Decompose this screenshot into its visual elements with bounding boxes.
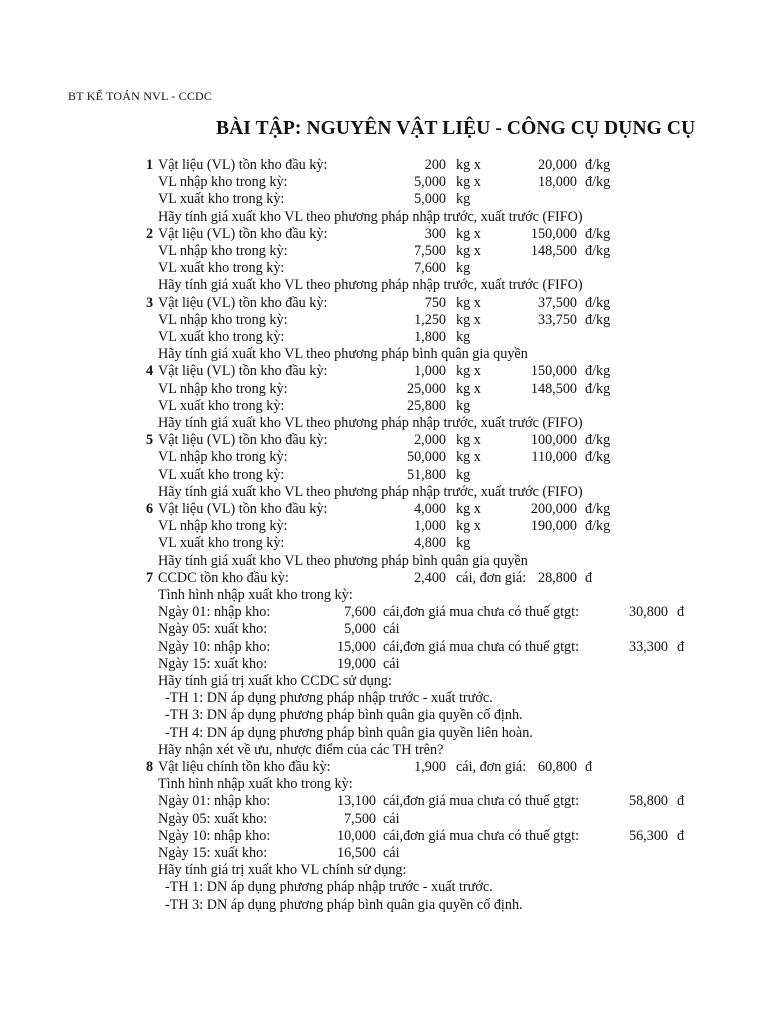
- exercise-line: [0, 862, 768, 879]
- exercise-line: [0, 707, 768, 724]
- exercise-line: [0, 209, 768, 226]
- price-value: 18,000: [537, 174, 577, 191]
- exercise-line: [0, 828, 768, 845]
- price-value: 148,500: [530, 380, 577, 397]
- price-value: 20,000: [537, 157, 577, 173]
- unit-text: cái,đơn giá mua chưa có thuế gtgt:: [383, 604, 580, 621]
- line-text: Ngày 10: nhập kho:: [158, 827, 271, 844]
- currency-unit: đ/kg: [585, 174, 611, 191]
- exercise-line: [0, 639, 768, 656]
- line-text: Ngày 01: nhập kho:: [158, 793, 271, 810]
- line-text: Vật liệu (VL) tồn kho đầu kỳ:: [158, 157, 328, 173]
- line-text: VL nhập kho trong kỳ:: [158, 243, 288, 259]
- quantity-value: 7,500: [344, 810, 376, 827]
- exercise-line: [0, 604, 768, 621]
- price-value: 37,500: [537, 294, 577, 311]
- unit-text: kg x: [456, 311, 481, 328]
- line-text: Tình hình nhập xuất kho trong kỳ:: [158, 587, 353, 603]
- price-value: 190,000: [530, 518, 577, 535]
- line-text: Ngày 05: xuất kho:: [158, 621, 268, 638]
- exercise-number: 2: [146, 225, 154, 242]
- exercise-line: [0, 260, 768, 277]
- exercise-line: [0, 191, 768, 208]
- price-value: 100,000: [530, 432, 577, 449]
- currency-unit: đ: [585, 569, 593, 586]
- price-value: 33,750: [537, 311, 577, 328]
- document-title: BÀI TẬP: NGUYÊN VẬT LIỆU - CÔNG CỤ DỤNG CỤ: [216, 118, 696, 139]
- exercise-number: 3: [146, 294, 154, 311]
- line-text: Vật liệu (VL) tồn kho đầu kỳ:: [158, 363, 328, 380]
- unit-text: cái,đơn giá mua chưa có thuế gtgt:: [383, 793, 580, 810]
- quantity-value: 16,500: [336, 845, 376, 861]
- line-text: Hãy tính giá trị xuất kho VL chính sử dụng:: [158, 862, 407, 879]
- line-text: Ngày 10: nhập kho:: [158, 638, 271, 655]
- quantity-value: 1,800: [414, 329, 446, 345]
- price-value: 150,000: [530, 363, 577, 380]
- line-text: Ngày 01: nhập kho:: [158, 604, 271, 621]
- unit-text: kg: [456, 260, 471, 277]
- exercise-line: [0, 501, 768, 518]
- exercise-line: [0, 621, 768, 638]
- currency-unit: đ/kg: [585, 380, 611, 397]
- line-text: -TH 4: DN áp dụng phương pháp bình quân gia quyền liên hoàn.: [165, 724, 533, 741]
- unit-text: kg x: [456, 449, 481, 466]
- quantity-value: 200: [424, 157, 446, 173]
- price-value: 30,800: [628, 604, 668, 621]
- exercise-line: [0, 432, 768, 449]
- quantity-value: 7,600: [344, 604, 376, 621]
- unit-text: kg x: [456, 501, 481, 517]
- quantity-value: 19,000: [336, 655, 376, 672]
- line-text: Vật liệu (VL) tồn kho đầu kỳ:: [158, 432, 328, 449]
- line-text: CCDC tồn kho đầu kỳ:: [158, 569, 289, 586]
- unit-text: kg: [456, 329, 471, 345]
- unit-text: kg x: [456, 432, 481, 449]
- quantity-value: 1,000: [414, 363, 446, 380]
- quantity-value: 25,800: [406, 397, 446, 414]
- currency-unit: đ/kg: [585, 157, 611, 173]
- exercise-line: [0, 570, 768, 587]
- unit-text: cái, đơn giá:: [456, 569, 527, 586]
- line-text: VL nhập kho trong kỳ:: [158, 449, 288, 466]
- quantity-value: 15,000: [336, 638, 376, 655]
- quantity-value: 7,500: [414, 243, 446, 259]
- exercise-line: [0, 518, 768, 535]
- unit-text: cái,đơn giá mua chưa có thuế gtgt:: [383, 638, 580, 655]
- exercise-line: [0, 329, 768, 346]
- exercise-line: [0, 742, 768, 759]
- line-text: Hãy tính giá xuất kho VL theo phương pháp nhập trước, xuất trước (FIFO): [158, 208, 583, 225]
- quantity-value: 750: [424, 294, 446, 311]
- line-text: Hãy tính giá xuất kho VL theo phương pháp nhập trước, xuất trước (FIFO): [158, 277, 583, 294]
- quantity-value: 25,000: [406, 380, 446, 397]
- exercise-line: [0, 535, 768, 552]
- unit-text: kg: [456, 535, 471, 552]
- exercise-line: [0, 484, 768, 501]
- quantity-value: 1,000: [414, 518, 446, 535]
- exercise-number: 1: [146, 157, 154, 173]
- line-text: VL xuất kho trong kỳ:: [158, 260, 285, 277]
- unit-text: kg x: [456, 157, 481, 173]
- line-text: Ngày 15: xuất kho:: [158, 845, 268, 861]
- unit-text: kg x: [456, 380, 481, 397]
- line-text: VL nhập kho trong kỳ:: [158, 518, 288, 535]
- line-text: VL xuất kho trong kỳ:: [158, 535, 285, 552]
- line-text: -TH 3: DN áp dụng phương pháp bình quân gia quyền cố định.: [165, 896, 523, 913]
- price-value: 33,300: [628, 638, 668, 655]
- currency-unit: đ/kg: [585, 449, 611, 466]
- unit-text: kg: [456, 191, 471, 208]
- currency-unit: đ/kg: [585, 243, 611, 259]
- line-text: -TH 1: DN áp dụng phương pháp nhập trước - xuất trước.: [165, 879, 493, 896]
- quantity-value: 51,800: [406, 466, 446, 483]
- exercise-line: [0, 312, 768, 329]
- exercise-line: [0, 587, 768, 604]
- line-text: Vật liệu (VL) tồn kho đầu kỳ:: [158, 225, 328, 242]
- exercise-number: 4: [146, 363, 154, 380]
- unit-text: kg: [456, 466, 471, 483]
- exercise-line: [0, 553, 768, 570]
- price-value: 148,500: [530, 243, 577, 259]
- unit-text: cái: [383, 810, 400, 827]
- currency-unit: đ/kg: [585, 363, 611, 380]
- exercise-number: 5: [146, 432, 154, 449]
- line-text: Hãy tính giá xuất kho VL theo phương pháp nhập trước, xuất trước (FIFO): [158, 415, 583, 431]
- currency-unit: đ/kg: [585, 294, 611, 311]
- currency-unit: đ/kg: [585, 501, 611, 517]
- line-text: Ngày 05: xuất kho:: [158, 810, 268, 827]
- quantity-value: 4,000: [414, 501, 446, 517]
- exercise-line: [0, 174, 768, 191]
- quantity-value: 7,600: [414, 260, 446, 277]
- line-text: VL nhập kho trong kỳ:: [158, 311, 288, 328]
- exercise-line: [0, 793, 768, 810]
- line-text: Vật liệu (VL) tồn kho đầu kỳ:: [158, 294, 328, 311]
- line-text: VL xuất kho trong kỳ:: [158, 191, 285, 208]
- line-text: VL nhập kho trong kỳ:: [158, 380, 288, 397]
- price-value: 56,300: [628, 827, 668, 844]
- currency-unit: đ/kg: [585, 432, 611, 449]
- quantity-value: 5,000: [414, 174, 446, 191]
- line-text: Hãy nhận xét về ưu, nhược điểm của các TH trên?: [158, 741, 444, 758]
- exercise-line: [0, 673, 768, 690]
- exercise-line: [0, 381, 768, 398]
- unit-text: kg x: [456, 174, 481, 191]
- quantity-value: 1,250: [414, 311, 446, 328]
- quantity-value: 50,000: [406, 449, 446, 466]
- currency-unit: đ: [677, 793, 685, 810]
- exercise-line: [0, 226, 768, 243]
- exercise-line: [0, 759, 768, 776]
- line-text: -TH 3: DN áp dụng phương pháp bình quân gia quyền cố định.: [165, 707, 523, 724]
- unit-text: kg: [456, 397, 471, 414]
- quantity-value: 2,000: [414, 432, 446, 449]
- exercise-line: [0, 243, 768, 260]
- quantity-value: 2,400: [414, 569, 446, 586]
- line-text: VL nhập kho trong kỳ:: [158, 174, 288, 191]
- unit-text: cái: [383, 621, 400, 638]
- exercise-line: [0, 398, 768, 415]
- line-text: -TH 1: DN áp dụng phương pháp nhập trước - xuất trước.: [165, 690, 493, 707]
- line-text: VL xuất kho trong kỳ:: [158, 397, 285, 414]
- unit-text: cái,đơn giá mua chưa có thuế gtgt:: [383, 827, 580, 844]
- exercise-line: [0, 157, 768, 174]
- price-value: 28,800: [537, 569, 577, 586]
- line-text: Hãy tính giá trị xuất kho CCDC sử dụng:: [158, 673, 392, 689]
- line-text: Hãy tính giá xuất kho VL theo phương pháp bình quân gia quyền: [158, 346, 528, 363]
- unit-text: cái: [383, 655, 400, 672]
- line-text: Tình hình nhập xuất kho trong kỳ:: [158, 776, 353, 793]
- exercise-line: [0, 277, 768, 294]
- currency-unit: đ: [677, 638, 685, 655]
- exercise-line: [0, 363, 768, 380]
- unit-text: kg x: [456, 294, 481, 311]
- quantity-value: 1,900: [414, 759, 446, 775]
- price-value: 150,000: [530, 225, 577, 242]
- line-text: VL xuất kho trong kỳ:: [158, 329, 285, 345]
- exercise-line: [0, 811, 768, 828]
- price-value: 60,800: [537, 759, 577, 775]
- exercise-line: [0, 295, 768, 312]
- exercise-line: [0, 776, 768, 793]
- line-text: VL xuất kho trong kỳ:: [158, 466, 285, 483]
- currency-unit: đ: [677, 604, 685, 621]
- unit-text: kg x: [456, 518, 481, 535]
- line-text: Hãy tính giá xuất kho VL theo phương pháp bình quân gia quyền: [158, 552, 528, 569]
- exercise-line: [0, 656, 768, 673]
- currency-unit: đ: [677, 827, 685, 844]
- document-header: BT KẾ TOÁN NVL - CCDC: [68, 89, 213, 103]
- exercise-line: [0, 725, 768, 742]
- quantity-value: 10,000: [336, 827, 376, 844]
- currency-unit: đ/kg: [585, 225, 611, 242]
- quantity-value: 300: [424, 225, 446, 242]
- exercise-number: 6: [146, 501, 154, 517]
- exercise-line: [0, 467, 768, 484]
- exercise-line: [0, 690, 768, 707]
- exercise-number: 8: [146, 759, 154, 775]
- exercise-line: [0, 845, 768, 862]
- line-text: Ngày 15: xuất kho:: [158, 655, 268, 672]
- currency-unit: đ: [585, 759, 593, 775]
- exercise-line: [0, 346, 768, 363]
- line-text: Vật liệu chính tồn kho đầu kỳ:: [158, 759, 331, 775]
- unit-text: kg x: [456, 243, 481, 259]
- currency-unit: đ/kg: [585, 311, 611, 328]
- exercise-line: [0, 449, 768, 466]
- unit-text: cái, đơn giá:: [456, 759, 527, 775]
- unit-text: kg x: [456, 225, 481, 242]
- quantity-value: 13,100: [336, 793, 376, 810]
- quantity-value: 5,000: [344, 621, 376, 638]
- quantity-value: 5,000: [414, 191, 446, 208]
- exercise-number: 7: [146, 569, 154, 586]
- exercise-line: [0, 879, 768, 896]
- unit-text: cái: [383, 845, 400, 861]
- line-text: Vật liệu (VL) tồn kho đầu kỳ:: [158, 501, 328, 517]
- price-value: 58,800: [628, 793, 668, 810]
- price-value: 200,000: [530, 501, 577, 517]
- unit-text: kg x: [456, 363, 481, 380]
- line-text: Hãy tính giá xuất kho VL theo phương pháp nhập trước, xuất trước (FIFO): [158, 483, 583, 500]
- exercise-line: [0, 897, 768, 914]
- price-value: 110,000: [531, 449, 577, 466]
- quantity-value: 4,800: [414, 535, 446, 552]
- exercise-line: [0, 415, 768, 432]
- currency-unit: đ/kg: [585, 518, 611, 535]
